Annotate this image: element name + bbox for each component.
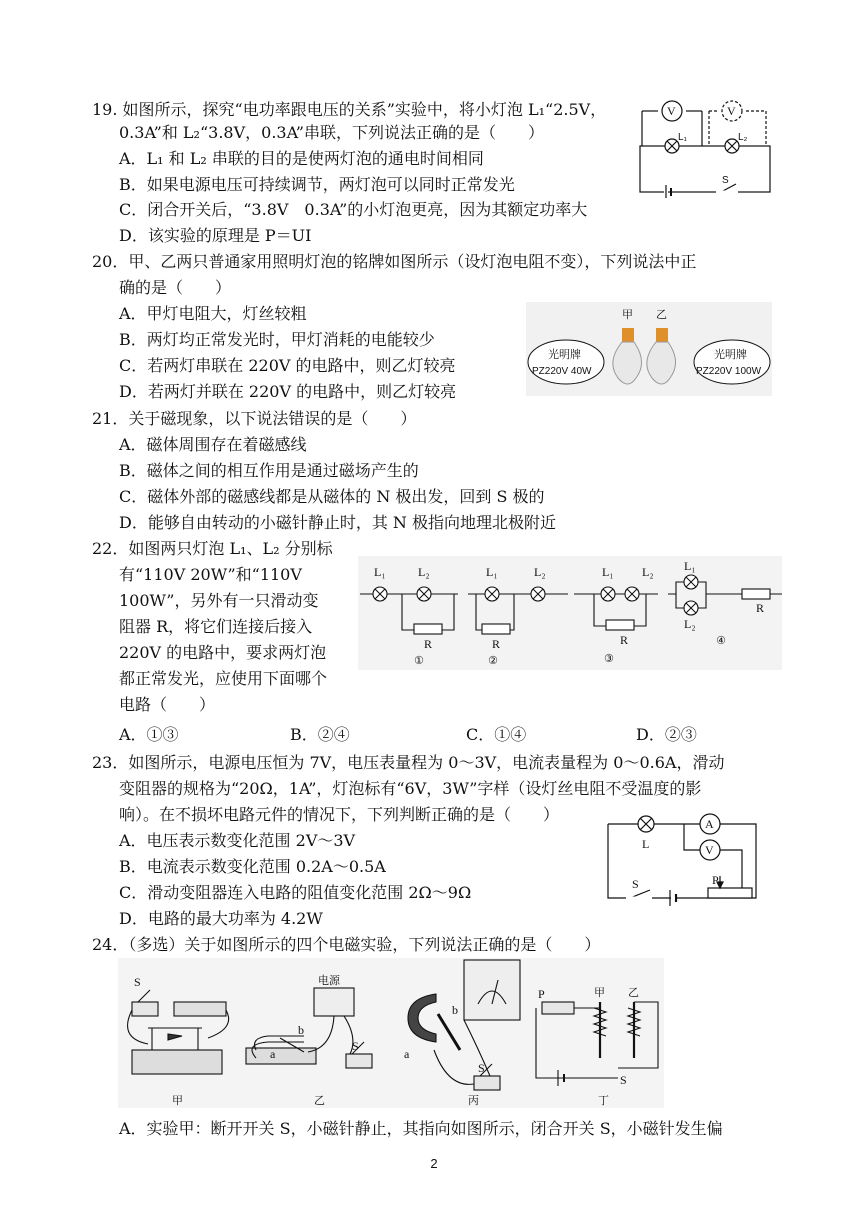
q22-c1-l1: L₁: [374, 565, 386, 579]
q22-c2-r: R: [492, 637, 501, 651]
q23-stem-line-3: 响）。在不损坏电路元件的情况下，下列判断正确的是（ ）: [119, 805, 560, 824]
q22-stem-line-5: 220V 的电路中，要求两灯泡: [119, 643, 327, 662]
q19-voltmeter2-label: V: [727, 104, 736, 118]
q19-stem-line-2: 0.3A”和 L₂“3.8V，0.3A”串联，下列说法正确的是（ ）: [119, 123, 544, 142]
q24-power-label: 电源: [318, 974, 340, 987]
q22-option-d: D．②③: [636, 725, 697, 744]
q22-circuits-figure: [358, 556, 782, 670]
q22-stem-line-1: 22．如图两只灯泡 L₁、L₂ 分别标: [92, 539, 333, 558]
q22-circuit-2-number: ②: [488, 654, 498, 667]
q20-bulb-jia-label: 甲: [622, 308, 633, 321]
q21-stem: 21．关于磁现象，以下说法错误的是（ ）: [92, 409, 417, 428]
q19-l1-label: L₁: [678, 132, 687, 143]
q23-lamp-label: L: [642, 837, 650, 851]
q19-circuit-figure: [636, 96, 774, 198]
q24-bing-switch-label: S: [478, 1061, 485, 1075]
q24-jia-switch-label: S: [134, 975, 141, 989]
q20-stem-line-2: 确的是（ ）: [119, 278, 232, 297]
q21-option-a: A．磁体周围存在着磁感线: [119, 435, 307, 454]
q22-c2-l1: L₁: [486, 565, 498, 579]
q23-slider-label: P: [712, 873, 719, 887]
q22-c4-l1: L₁: [684, 559, 696, 573]
q20-option-b: B．两灯均正常发光时，甲灯消耗的电能较少: [119, 330, 435, 349]
q22-c3-l2: L₂: [642, 565, 654, 579]
q19-option-d: D．该实验的原理是 P＝UI: [119, 226, 312, 245]
q24-option-a: A．实验甲：断开开关 S，小磁针静止，其指向如图所示，闭合开关 S，小磁针发生偏: [119, 1119, 723, 1138]
q24-caption-yi: 乙: [314, 1094, 325, 1107]
q20-plate-1: PZ220V 40W: [532, 366, 592, 377]
q20-option-a: A．甲灯电阻大，灯丝较粗: [119, 304, 307, 323]
q23-stem-line-2: 变阻器的规格为“20Ω，1A”，灯泡标有“6V，3W”字样（设灯丝电阻不受温度的影: [119, 779, 702, 798]
q23-option-d: D．电路的最大功率为 4.2W: [119, 909, 323, 928]
q19-option-b: B．如果电源电压可持续调节，两灯泡可以同时正常发光: [119, 175, 515, 194]
q22-option-a: A．①③: [119, 725, 179, 744]
q23-ammeter-label: A: [705, 817, 714, 831]
q19-stem-line-1: 19. 如图所示，探究“电功率跟电压的关系”实验中，将小灯泡 L₁“2.5V，: [92, 100, 607, 119]
q20-bulb-figure: [526, 302, 772, 396]
q24-yi-switch-label: S: [352, 1039, 359, 1053]
q22-c1-r: R: [424, 637, 433, 651]
q20-brand-1: 光明牌: [548, 348, 581, 361]
q20-bulb-yi-label: 乙: [656, 308, 667, 321]
q24-ding-switch-label: S: [620, 1073, 627, 1087]
q24-caption-jia: 甲: [172, 1094, 183, 1107]
q20-plate-2: PZ220V 100W: [696, 366, 762, 377]
q22-c3-r: R: [620, 633, 629, 647]
q22-stem-line-7: 电路（ ）: [119, 695, 216, 714]
q24-experiments-figure: [118, 958, 664, 1108]
q22-stem-line-3: 100W”，另外有一只滑动变: [119, 591, 319, 610]
q22-stem-line-2: 有“110V 20W”和“110V: [119, 565, 302, 584]
q22-c1-l2: L₂: [418, 565, 430, 579]
q22-circuit-1-number: ①: [414, 654, 424, 667]
q21-option-c: C．磁体外部的磁感线都是从磁体的 N 极出发，回到 S 极的: [119, 487, 545, 506]
q23-switch-label: S: [632, 877, 639, 891]
q24-ding-jia-label: 甲: [594, 986, 605, 999]
q24-caption-bing: 丙: [468, 1094, 479, 1107]
q19-switch-label: S: [722, 175, 729, 186]
q23-circuit-figure: [604, 812, 766, 906]
q22-c4-r: R: [756, 601, 765, 615]
q22-stem-line-6: 都正常发光，应使用下面哪个: [119, 669, 328, 688]
q20-stem-line-1: 20．甲、乙两只普通家用照明灯泡的铭牌如图所示（设灯泡电阻不变），下列说法中正: [92, 252, 697, 271]
q21-option-d: D．能够自由转动的小磁针静止时，其 N 极指向地理北极附近: [119, 513, 557, 532]
q23-option-a: A．电压表示数变化范围 2V～3V: [119, 831, 356, 850]
q19-option-c: C．闭合开关后，“3.8V 0.3A”的小灯泡更亮，因为其额定功率大: [119, 200, 588, 219]
page-number: 2: [430, 1156, 438, 1171]
q19-option-a: A．L₁ 和 L₂ 串联的目的是使两灯泡的通电时间相同: [119, 149, 484, 168]
q24-yi-a-label: a: [270, 1047, 276, 1061]
q24-caption-ding: 丁: [598, 1094, 609, 1107]
q22-c3-l1: L₁: [602, 565, 614, 579]
q24-ding-yi-label: 乙: [628, 986, 639, 999]
q24-stem: 24．（多选）关于如图所示的四个电磁实验，下列说法正确的是（ ）: [92, 935, 601, 954]
q19-voltmeter-label: V: [667, 104, 676, 118]
q19-l2-label: L₂: [738, 132, 748, 143]
q20-option-d: D．若两灯并联在 220V 的电路中，则乙灯较亮: [119, 382, 457, 401]
q21-option-b: B．磁体之间的相互作用是通过磁场产生的: [119, 461, 419, 480]
q22-c2-l2: L₂: [534, 565, 546, 579]
q22-stem-line-4: 阻器 R，将它们连接后接入: [119, 617, 313, 636]
q23-stem-line-1: 23．如图所示，电源电压恒为 7V，电压表量程为 0～3V，电流表量程为 0～0.6A，滑动: [92, 753, 725, 772]
q22-option-b: B．②④: [290, 725, 350, 744]
q24-bing-a-label: a: [404, 1047, 410, 1061]
q22-circuit-3-number: ③: [604, 652, 614, 665]
q22-c4-l2: L₂: [684, 617, 696, 631]
q22-circuit-4-number: ④: [716, 634, 726, 647]
q24-bing-b-label: b: [452, 1003, 458, 1017]
q22-option-c: C．①④: [466, 725, 527, 744]
q23-voltmeter-label: V: [705, 843, 714, 857]
q23-option-c: C．滑动变阻器连入电路的阻值变化范围 2Ω～9Ω: [119, 883, 472, 902]
q24-yi-b-label: b: [298, 1023, 304, 1037]
q20-option-c: C．若两灯串联在 220V 的电路中，则乙灯较亮: [119, 356, 456, 375]
q24-ding-p-label: P: [538, 987, 545, 1001]
q23-option-b: B．电流表示数变化范围 0.2A～0.5A: [119, 857, 386, 876]
q20-brand-2: 光明牌: [714, 348, 747, 361]
